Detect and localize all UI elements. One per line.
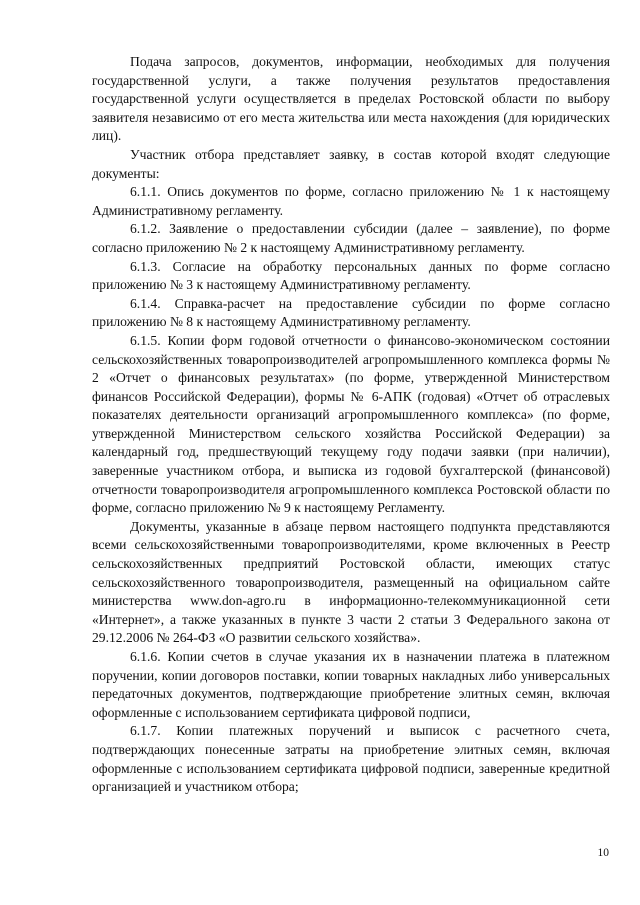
paragraph-6-1-1: 6.1.1. Опись документов по форме, согласно приложению № 1 к настоящему Административному регламенту.: [92, 184, 610, 218]
paragraph-6-1-4: 6.1.4. Справка-расчет на предоставление субсидии по форме согласно приложению № 8 к настоящему Административному регламенту.: [92, 295, 610, 330]
paragraph-submission-location: Подача запросов, документов, информации, необходимых для получения государственной услуги, а также получения результатов предоставления государственной услуги осуществляется в пределах Ростовской области по выбору заявителя независимо от его места жительства или места нахождения (для юридических лиц).: [92, 54, 610, 144]
paragraph-documents-note: Документы, указанные в абзаце первом настоящего подпункта представляются всеми сельскохозяйственными товаропроизводителями, кроме включенных в Реестр сельскохозяйственных предприятий Ростовской области, имеющих статус сельскохозяйственного товаропроизводителя, размещенный на официальном сайте министерства www.don-agro.ru в информационно-телекоммуникационной сети «Интернет», а также указанных в пункте 3 части 2 статьи 3 Федерального закона от 29.12.2006 № 264-ФЗ «О развитии сельского хозяйства».: [92, 518, 610, 646]
paragraph-6-1-2: 6.1.2. Заявление о предоставлении субсидии (далее – заявление), по форме согласно приложению № 2 к настоящему Административному регламенту.: [92, 221, 610, 255]
paragraph-application-intro: Участник отбора представляет заявку, в состав которой входят следующие документы:: [92, 146, 610, 181]
paragraph-6-1-7: 6.1.7. Копии платежных поручений и выписок с расчетного счета, подтверждающих понесенные затраты на приобретение элитных семян, включая оформленные с использованием сертификата цифровой подписи, заверенные кредитной организацией и участником отбора;: [92, 723, 610, 795]
page-number: 10: [597, 847, 609, 859]
paragraph-6-1-6: 6.1.6. Копии счетов в случае указания их в назначении платежа в платежном поручении, копии договоров поставки, копии товарных накладных либо универсальных передаточных документов, подтверждающие приобретение элитных семян, включая оформленные с использованием сертификата цифровой подписи,: [92, 649, 610, 720]
paragraph-6-1-5: 6.1.5. Копии форм годовой отчетности о финансово-экономическом состоянии сельскохозяйственных товаропроизводителей агропромышленного комплекса формы № 2 «Отчет о финансовых результатах» (по форме, утвержденной Министерством финансов Российской Федерации), формы № 6-АПК (годовая) «Отчет об отраслевых показателях деятельности организаций агропромышленного комплекса» (по форме, утвержденной Министерством сельского хозяйства Российской Федерации) за календарный год, предшествующий текущему году подачи заявки (при наличии), заверенные участником отбора, и выписка из годовой бухгалтерской (финансовой) отчетности товаропроизводителя агропромышленного комплекса Ростовской области по форме, согласно приложению № 9 к настоящему Регламенту.: [92, 332, 610, 516]
document-body: [92, 53, 610, 797]
paragraph-6-1-3: 6.1.3. Согласие на обработку персональных данных по форме согласно приложению № 3 к настоящему Административному регламенту.: [92, 258, 610, 293]
